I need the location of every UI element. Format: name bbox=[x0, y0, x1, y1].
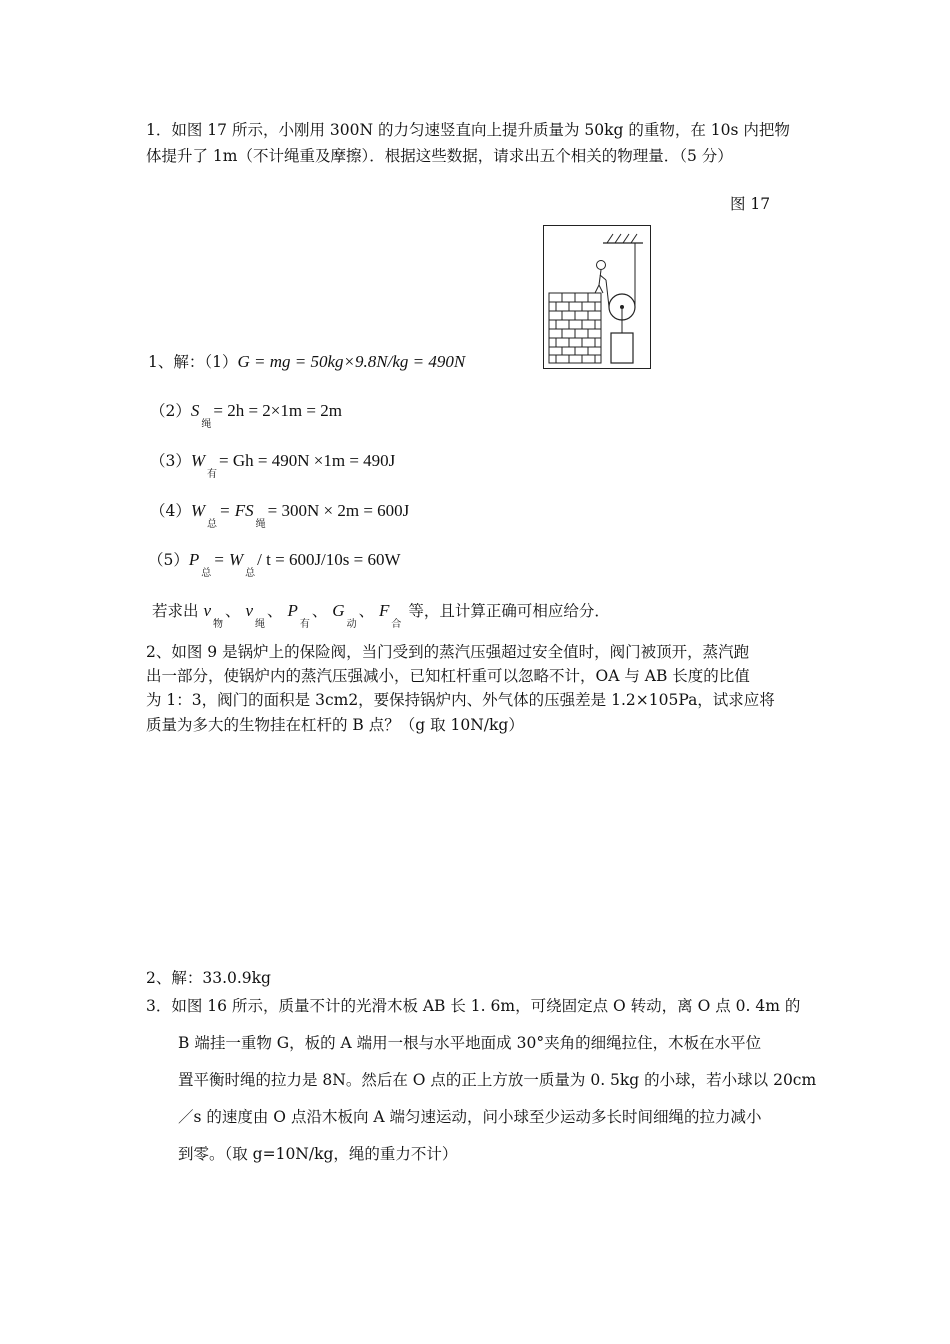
q1-step4 bbox=[150, 500, 410, 530]
q3-text-line5: 到零。（取 g=10N/kg，绳的重力不计） bbox=[178, 1145, 458, 1163]
q1-extra-item5-subscript: 合 bbox=[391, 619, 402, 630]
q1-extra-prefix: 若求出 bbox=[152, 602, 199, 620]
q1-step5-formula: / t = 600J/10s = 60W bbox=[257, 550, 401, 569]
q1-step4-number: （4） bbox=[150, 502, 191, 520]
q1-step5-middle: = W bbox=[213, 550, 244, 569]
q1-extra-item3-symbol: P bbox=[287, 601, 298, 620]
q1-extra-item1-symbol: v bbox=[203, 601, 211, 620]
q1-step5-number: （5） bbox=[148, 551, 189, 569]
q1-extra-item3-subscript: 有 bbox=[299, 619, 310, 630]
q2-text-line4: 质量为多大的生物挂在杠杆的 B 点？（g 取 10N/kg） bbox=[146, 716, 524, 734]
q1-step3 bbox=[150, 450, 396, 480]
q1-extra-separator: 、 bbox=[311, 602, 328, 620]
q1-text-line2: 体提升了 1m（不计绳重及摩擦）．根据这些数据，请求出五个相关的物理量．（5 分） bbox=[146, 147, 733, 165]
q1-step3-subscript: 有 bbox=[207, 469, 218, 480]
q1-step4-symbol: W bbox=[190, 501, 206, 520]
q1-extra-suffix: 等，且计算正确可相应给分． bbox=[408, 602, 610, 620]
q1-extra-separator: 、 bbox=[267, 602, 283, 620]
q3-text-line4: ／s 的速度由 O 点沿木板向 A 端匀速运动，问小球至少运动多长时间细绳的拉力减小 bbox=[178, 1108, 762, 1126]
q1-step4-formula: = 300N × 2m = 600J bbox=[267, 501, 410, 520]
q1-extra-item4-symbol: G bbox=[332, 601, 345, 620]
q1-step5 bbox=[148, 549, 401, 579]
q1-extra-item2-subscript: 绳 bbox=[255, 619, 265, 630]
q1-extra-item2-symbol: v bbox=[245, 601, 253, 620]
q1-answer-label: 1、解： bbox=[148, 353, 205, 371]
figure-17-pulley-diagram bbox=[543, 225, 651, 369]
q1-step2-number: （2） bbox=[150, 402, 191, 420]
q2-text-line2: 出一部分，使锅炉内的蒸汽压强减小，已知杠杆重可以忽略不计，OA 与 AB 长度的比值 bbox=[146, 667, 750, 685]
q1-step2 bbox=[150, 400, 342, 430]
q1-extra-note bbox=[152, 600, 610, 630]
q1-step5-subscript: 总 bbox=[201, 568, 212, 579]
q2-text-line3: 为 1：3，阀门的面积是 3cm2，要保持锅炉内、外气体的压强差是 1.2×105Pa，试求应将 bbox=[146, 691, 775, 709]
q1-step3-formula: = Gh = 490N ×1m = 490J bbox=[219, 451, 396, 470]
q1-extra-separator: 、 bbox=[358, 602, 375, 620]
figure-17-label: 图 17 bbox=[730, 195, 771, 213]
q1-step1-number: （1） bbox=[204, 353, 238, 371]
q1-step2-formula: = 2h = 2×1m = 2m bbox=[213, 401, 342, 420]
q3-text-line2: B 端挂一重物 G，板的 A 端用一根与水平地面成 30°夹角的细绳拉住，木板在水平位 bbox=[178, 1034, 762, 1052]
q1-extra-item1-subscript: 物 bbox=[213, 619, 223, 630]
q2-text-line1: 2、如图 9 是锅炉上的保险阀，当门受到的蒸汽压强超过安全值时，阀门被顶开，蒸汽跑 bbox=[146, 643, 750, 661]
q1-text-line1: 1．如图 17 所示，小刚用 300N 的力匀速竖直向上提升质量为 50kg 的重物，在 10s 内把物 bbox=[146, 121, 790, 139]
q1-extra-separator: 、 bbox=[225, 602, 241, 620]
q1-step4-subscript2: 绳 bbox=[255, 519, 266, 530]
q1-step5-subscript2: 总 bbox=[245, 568, 256, 579]
q3-text-line3: 置平衡时绳的拉力是 8N。然后在 O 点的正上方放一质量为 0. 5kg 的小球，若小球以 20cm bbox=[178, 1071, 817, 1089]
q1-step5-symbol: P bbox=[188, 550, 200, 569]
q1-step4-subscript: 总 bbox=[207, 519, 218, 530]
q1-step3-symbol: W bbox=[190, 451, 206, 470]
q1-extra-item5-symbol: F bbox=[379, 601, 390, 620]
q1-step2-symbol: S bbox=[190, 401, 200, 420]
q1-step4-middle: = FS bbox=[219, 501, 254, 520]
q2-answer: 2、解：33.0.9kg bbox=[146, 969, 271, 987]
q1-step3-number: （3） bbox=[150, 452, 191, 470]
q1-step1-formula: G = mg = 50kg×9.8N/kg = 490N bbox=[237, 352, 466, 371]
q1-step2-subscript: 绳 bbox=[201, 419, 212, 430]
q1-answer-line1 bbox=[148, 351, 465, 373]
q1-extra-item4-subscript: 动 bbox=[346, 619, 357, 630]
q3-text-line1: 3．如图 16 所示，质量不计的光滑木板 AB 长 1. 6m，可绕固定点 O 转动，离 O 点 0. 4m 的 bbox=[146, 997, 801, 1015]
